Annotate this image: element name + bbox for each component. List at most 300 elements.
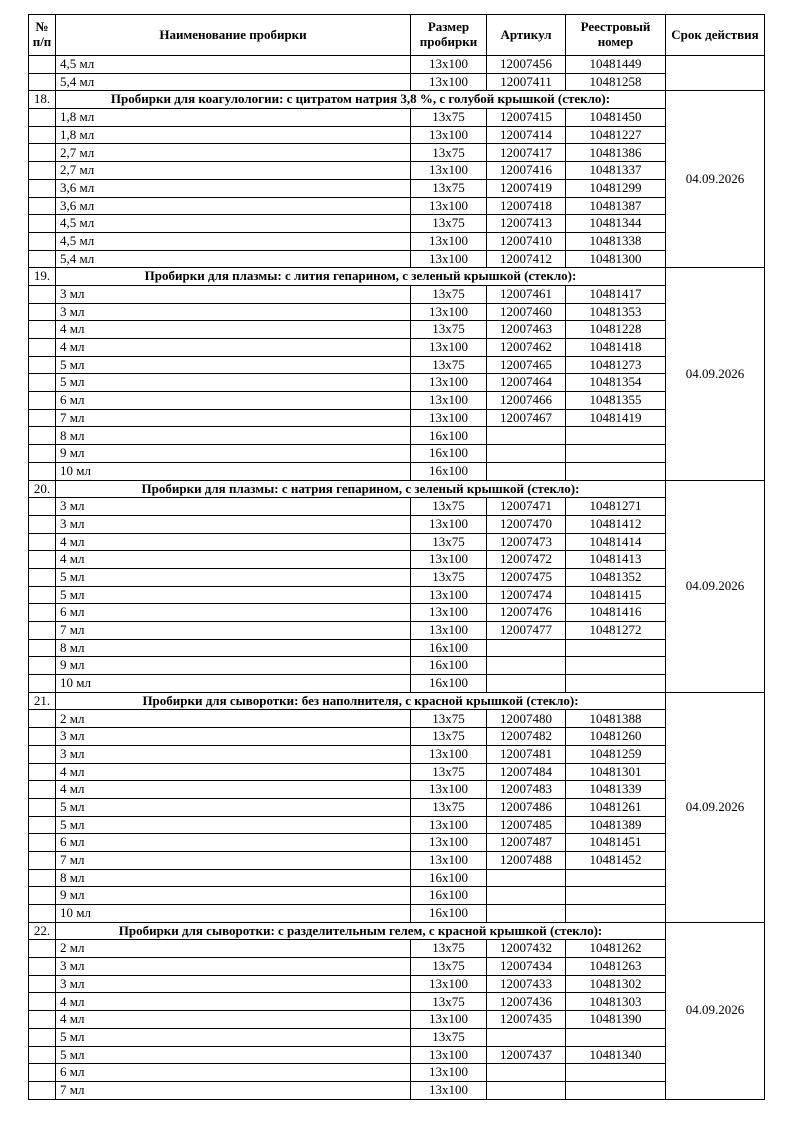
table-row bbox=[29, 162, 765, 180]
table-row bbox=[29, 285, 765, 303]
table-row bbox=[29, 975, 765, 993]
table-row bbox=[29, 392, 765, 410]
tube-size-cell: 13x100 bbox=[411, 126, 487, 144]
tube-name-cell: 7 мл bbox=[56, 1081, 411, 1099]
row-number-cell bbox=[29, 657, 56, 675]
reg-number-cell bbox=[566, 675, 666, 693]
row-number-cell bbox=[29, 851, 56, 869]
article-cell bbox=[487, 427, 566, 445]
table-row bbox=[29, 586, 765, 604]
section-number-cell: 22. bbox=[29, 922, 56, 940]
tube-name-cell: 4 мл bbox=[56, 533, 411, 551]
tube-name-cell: 4 мл bbox=[56, 339, 411, 357]
row-number-cell bbox=[29, 73, 56, 91]
article-cell: 12007483 bbox=[487, 781, 566, 799]
table-row bbox=[29, 781, 765, 799]
tube-name-cell: 7 мл bbox=[56, 622, 411, 640]
article-cell: 12007488 bbox=[487, 851, 566, 869]
reg-number-cell: 10481227 bbox=[566, 126, 666, 144]
article-cell: 12007465 bbox=[487, 356, 566, 374]
reg-number-cell bbox=[566, 1081, 666, 1099]
tube-name-cell: 4,5 мл bbox=[56, 215, 411, 233]
tube-size-cell: 13x100 bbox=[411, 392, 487, 410]
tube-name-cell: 3 мл bbox=[56, 515, 411, 533]
tube-name-cell: 10 мл bbox=[56, 675, 411, 693]
tube-size-cell: 13x100 bbox=[411, 1081, 487, 1099]
section-number-cell: 19. bbox=[29, 268, 56, 286]
row-number-cell bbox=[29, 816, 56, 834]
reg-number-cell: 10481412 bbox=[566, 515, 666, 533]
validity-cell: 04.09.2026 bbox=[666, 268, 765, 480]
reg-number-cell: 10481414 bbox=[566, 533, 666, 551]
row-number-cell bbox=[29, 356, 56, 374]
article-cell bbox=[487, 639, 566, 657]
row-number-cell bbox=[29, 869, 56, 887]
reg-number-cell: 10481417 bbox=[566, 285, 666, 303]
reg-number-cell: 10481452 bbox=[566, 851, 666, 869]
row-number-cell bbox=[29, 675, 56, 693]
reg-number-cell bbox=[566, 445, 666, 463]
table-row bbox=[29, 745, 765, 763]
row-number-cell bbox=[29, 958, 56, 976]
section-header-row bbox=[29, 922, 765, 940]
tube-name-cell: 6 мл bbox=[56, 604, 411, 622]
tube-size-cell: 13x100 bbox=[411, 56, 487, 74]
tube-name-cell: 3,6 мл bbox=[56, 179, 411, 197]
tube-size-cell: 13x75 bbox=[411, 958, 487, 976]
table-row bbox=[29, 568, 765, 586]
tube-name-cell: 2,7 мл bbox=[56, 162, 411, 180]
table-row bbox=[29, 533, 765, 551]
tube-size-cell: 13x75 bbox=[411, 285, 487, 303]
table-row bbox=[29, 303, 765, 321]
tube-name-cell: 2 мл bbox=[56, 710, 411, 728]
row-number-cell bbox=[29, 568, 56, 586]
table-row bbox=[29, 834, 765, 852]
tube-name-cell: 3 мл bbox=[56, 728, 411, 746]
row-number-cell bbox=[29, 498, 56, 516]
row-number-cell bbox=[29, 109, 56, 127]
article-cell: 12007472 bbox=[487, 551, 566, 569]
article-cell: 12007413 bbox=[487, 215, 566, 233]
reg-number-cell: 10481418 bbox=[566, 339, 666, 357]
reg-number-cell: 10481258 bbox=[566, 73, 666, 91]
table-row bbox=[29, 515, 765, 533]
article-cell: 12007436 bbox=[487, 993, 566, 1011]
row-number-cell bbox=[29, 515, 56, 533]
table-row bbox=[29, 675, 765, 693]
tube-size-cell: 13x100 bbox=[411, 250, 487, 268]
table-row bbox=[29, 250, 765, 268]
row-number-cell bbox=[29, 887, 56, 905]
reg-number-cell: 10481228 bbox=[566, 321, 666, 339]
tube-name-cell: 6 мл bbox=[56, 1064, 411, 1082]
table-row bbox=[29, 622, 765, 640]
header-validity: Срок действия bbox=[666, 15, 765, 56]
tube-name-cell: 7 мл bbox=[56, 851, 411, 869]
article-cell: 12007414 bbox=[487, 126, 566, 144]
tube-size-cell: 13x75 bbox=[411, 215, 487, 233]
validity-cell: 04.09.2026 bbox=[666, 692, 765, 922]
table-header bbox=[29, 15, 765, 56]
tube-size-cell: 13x75 bbox=[411, 728, 487, 746]
table-row bbox=[29, 356, 765, 374]
tube-size-cell: 16x100 bbox=[411, 445, 487, 463]
tube-name-cell: 5 мл bbox=[56, 356, 411, 374]
row-number-cell bbox=[29, 993, 56, 1011]
reg-number-cell: 10481355 bbox=[566, 392, 666, 410]
tube-name-cell: 5 мл bbox=[56, 1046, 411, 1064]
tube-size-cell: 13x100 bbox=[411, 1064, 487, 1082]
article-cell: 12007435 bbox=[487, 1011, 566, 1029]
tube-size-cell: 13x75 bbox=[411, 798, 487, 816]
tube-size-cell: 16x100 bbox=[411, 905, 487, 923]
reg-number-cell: 10481387 bbox=[566, 197, 666, 215]
tube-size-cell: 13x75 bbox=[411, 763, 487, 781]
table-row bbox=[29, 639, 765, 657]
tube-name-cell: 6 мл bbox=[56, 834, 411, 852]
article-cell bbox=[487, 1081, 566, 1099]
tube-name-cell: 4 мл bbox=[56, 763, 411, 781]
article-cell bbox=[487, 887, 566, 905]
reg-number-cell: 10481340 bbox=[566, 1046, 666, 1064]
tube-size-cell: 16x100 bbox=[411, 675, 487, 693]
article-cell: 12007482 bbox=[487, 728, 566, 746]
tube-name-cell: 4 мл bbox=[56, 1011, 411, 1029]
header-registry-number: Реестровый номер bbox=[566, 15, 666, 56]
table-row bbox=[29, 763, 765, 781]
row-number-cell bbox=[29, 144, 56, 162]
row-number-cell bbox=[29, 179, 56, 197]
row-number-cell bbox=[29, 781, 56, 799]
row-number-cell bbox=[29, 798, 56, 816]
reg-number-cell bbox=[566, 462, 666, 480]
tube-size-cell: 13x75 bbox=[411, 356, 487, 374]
tube-size-cell: 13x100 bbox=[411, 586, 487, 604]
reg-number-cell bbox=[566, 1028, 666, 1046]
section-title-cell: Пробирки для плазмы: с натрия гепарином, с зеленый крышкой (стекло): bbox=[56, 480, 666, 498]
article-cell: 12007418 bbox=[487, 197, 566, 215]
header-tube-size: Размер пробирки bbox=[411, 15, 487, 56]
reg-number-cell: 10481449 bbox=[566, 56, 666, 74]
tube-size-cell: 13x100 bbox=[411, 1011, 487, 1029]
section-title-cell: Пробирки для плазмы: с лития гепарином, с зеленый крышкой (стекло): bbox=[56, 268, 666, 286]
reg-number-cell: 10481262 bbox=[566, 940, 666, 958]
row-number-cell bbox=[29, 604, 56, 622]
tube-name-cell: 4 мл bbox=[56, 321, 411, 339]
tube-size-cell: 13x100 bbox=[411, 745, 487, 763]
row-number-cell bbox=[29, 215, 56, 233]
table-body bbox=[29, 56, 765, 1100]
tube-size-cell: 13x100 bbox=[411, 551, 487, 569]
table-row bbox=[29, 710, 765, 728]
table-row bbox=[29, 958, 765, 976]
tube-name-cell: 9 мл bbox=[56, 657, 411, 675]
validity-cell: 04.09.2026 bbox=[666, 922, 765, 1099]
tube-size-cell: 13x75 bbox=[411, 533, 487, 551]
tube-table bbox=[28, 14, 765, 1100]
table-row bbox=[29, 798, 765, 816]
table-row bbox=[29, 197, 765, 215]
table-row bbox=[29, 657, 765, 675]
article-cell: 12007456 bbox=[487, 56, 566, 74]
article-cell: 12007417 bbox=[487, 144, 566, 162]
table-row bbox=[29, 232, 765, 250]
reg-number-cell: 10481273 bbox=[566, 356, 666, 374]
row-number-cell bbox=[29, 56, 56, 74]
reg-number-cell: 10481413 bbox=[566, 551, 666, 569]
reg-number-cell bbox=[566, 869, 666, 887]
section-header-row bbox=[29, 268, 765, 286]
table-row bbox=[29, 321, 765, 339]
section-header-row bbox=[29, 480, 765, 498]
table-row bbox=[29, 179, 765, 197]
tube-size-cell: 13x100 bbox=[411, 1046, 487, 1064]
header-row bbox=[29, 15, 765, 56]
row-number-cell bbox=[29, 639, 56, 657]
tube-name-cell: 10 мл bbox=[56, 905, 411, 923]
article-cell: 12007477 bbox=[487, 622, 566, 640]
table-row bbox=[29, 374, 765, 392]
tube-name-cell: 5,4 мл bbox=[56, 250, 411, 268]
article-cell: 12007484 bbox=[487, 763, 566, 781]
section-header-row bbox=[29, 91, 765, 109]
reg-number-cell bbox=[566, 427, 666, 445]
row-number-cell bbox=[29, 1028, 56, 1046]
reg-number-cell: 10481388 bbox=[566, 710, 666, 728]
tube-size-cell: 13x100 bbox=[411, 851, 487, 869]
tube-name-cell: 2,7 мл bbox=[56, 144, 411, 162]
article-cell: 12007410 bbox=[487, 232, 566, 250]
tube-name-cell: 4 мл bbox=[56, 781, 411, 799]
tube-name-cell: 8 мл bbox=[56, 639, 411, 657]
row-number-cell bbox=[29, 586, 56, 604]
article-cell bbox=[487, 445, 566, 463]
table-row bbox=[29, 56, 765, 74]
row-number-cell bbox=[29, 250, 56, 268]
tube-size-cell: 16x100 bbox=[411, 639, 487, 657]
table-row bbox=[29, 1046, 765, 1064]
row-number-cell bbox=[29, 339, 56, 357]
reg-number-cell: 10481337 bbox=[566, 162, 666, 180]
tube-size-cell: 13x100 bbox=[411, 197, 487, 215]
reg-number-cell: 10481344 bbox=[566, 215, 666, 233]
article-cell: 12007432 bbox=[487, 940, 566, 958]
article-cell: 12007433 bbox=[487, 975, 566, 993]
tube-size-cell: 13x100 bbox=[411, 834, 487, 852]
article-cell: 12007474 bbox=[487, 586, 566, 604]
article-cell: 12007415 bbox=[487, 109, 566, 127]
article-cell bbox=[487, 1028, 566, 1046]
tube-size-cell: 13x75 bbox=[411, 710, 487, 728]
reg-number-cell: 10481302 bbox=[566, 975, 666, 993]
tube-name-cell: 5 мл bbox=[56, 816, 411, 834]
tube-name-cell: 5 мл bbox=[56, 374, 411, 392]
row-number-cell bbox=[29, 745, 56, 763]
article-cell: 12007416 bbox=[487, 162, 566, 180]
tube-size-cell: 16x100 bbox=[411, 869, 487, 887]
section-header-row bbox=[29, 692, 765, 710]
row-number-cell bbox=[29, 940, 56, 958]
table-row bbox=[29, 73, 765, 91]
reg-number-cell: 10481300 bbox=[566, 250, 666, 268]
table-row bbox=[29, 109, 765, 127]
article-cell bbox=[487, 905, 566, 923]
reg-number-cell: 10481338 bbox=[566, 232, 666, 250]
table-row bbox=[29, 1011, 765, 1029]
table-row bbox=[29, 445, 765, 463]
tube-name-cell: 3 мл bbox=[56, 285, 411, 303]
article-cell: 12007461 bbox=[487, 285, 566, 303]
article-cell: 12007486 bbox=[487, 798, 566, 816]
article-cell: 12007464 bbox=[487, 374, 566, 392]
reg-number-cell bbox=[566, 639, 666, 657]
article-cell bbox=[487, 869, 566, 887]
validity-cell: 04.09.2026 bbox=[666, 480, 765, 692]
table-row bbox=[29, 993, 765, 1011]
reg-number-cell: 10481301 bbox=[566, 763, 666, 781]
tube-name-cell: 3 мл bbox=[56, 303, 411, 321]
reg-number-cell: 10481259 bbox=[566, 745, 666, 763]
reg-number-cell: 10481272 bbox=[566, 622, 666, 640]
validity-cell bbox=[666, 56, 765, 91]
article-cell: 12007411 bbox=[487, 73, 566, 91]
reg-number-cell: 10481339 bbox=[566, 781, 666, 799]
row-number-cell bbox=[29, 551, 56, 569]
row-number-cell bbox=[29, 445, 56, 463]
reg-number-cell: 10481416 bbox=[566, 604, 666, 622]
tube-size-cell: 16x100 bbox=[411, 462, 487, 480]
tube-size-cell: 13x100 bbox=[411, 781, 487, 799]
table-row bbox=[29, 409, 765, 427]
article-cell: 12007463 bbox=[487, 321, 566, 339]
table-row bbox=[29, 816, 765, 834]
row-number-cell bbox=[29, 1046, 56, 1064]
article-cell: 12007473 bbox=[487, 533, 566, 551]
section-title-cell: Пробирки для сыворотки: без наполнителя, с красной крышкой (стекло): bbox=[56, 692, 666, 710]
tube-name-cell: 5 мл bbox=[56, 1028, 411, 1046]
article-cell bbox=[487, 462, 566, 480]
article-cell: 12007481 bbox=[487, 745, 566, 763]
tube-size-cell: 13x100 bbox=[411, 515, 487, 533]
tube-size-cell: 13x75 bbox=[411, 568, 487, 586]
row-number-cell bbox=[29, 303, 56, 321]
tube-size-cell: 13x100 bbox=[411, 816, 487, 834]
table-row bbox=[29, 604, 765, 622]
tube-name-cell: 3 мл bbox=[56, 745, 411, 763]
table-row bbox=[29, 728, 765, 746]
row-number-cell bbox=[29, 374, 56, 392]
row-number-cell bbox=[29, 975, 56, 993]
tube-size-cell: 13x100 bbox=[411, 73, 487, 91]
tube-name-cell: 2 мл bbox=[56, 940, 411, 958]
tube-size-cell: 13x100 bbox=[411, 622, 487, 640]
article-cell: 12007480 bbox=[487, 710, 566, 728]
row-number-cell bbox=[29, 905, 56, 923]
reg-number-cell: 10481263 bbox=[566, 958, 666, 976]
tube-name-cell: 1,8 мл bbox=[56, 126, 411, 144]
reg-number-cell: 10481271 bbox=[566, 498, 666, 516]
tube-size-cell: 13x75 bbox=[411, 179, 487, 197]
article-cell: 12007485 bbox=[487, 816, 566, 834]
row-number-cell bbox=[29, 763, 56, 781]
article-cell: 12007460 bbox=[487, 303, 566, 321]
row-number-cell bbox=[29, 285, 56, 303]
row-number-cell bbox=[29, 126, 56, 144]
reg-number-cell: 10481354 bbox=[566, 374, 666, 392]
tube-size-cell: 13x75 bbox=[411, 144, 487, 162]
tube-name-cell: 3 мл bbox=[56, 498, 411, 516]
row-number-cell bbox=[29, 462, 56, 480]
tube-name-cell: 5,4 мл bbox=[56, 73, 411, 91]
section-number-cell: 21. bbox=[29, 692, 56, 710]
row-number-cell bbox=[29, 162, 56, 180]
reg-number-cell: 10481386 bbox=[566, 144, 666, 162]
reg-number-cell: 10481415 bbox=[566, 586, 666, 604]
reg-number-cell: 10481353 bbox=[566, 303, 666, 321]
tube-name-cell: 1,8 мл bbox=[56, 109, 411, 127]
reg-number-cell: 10481419 bbox=[566, 409, 666, 427]
table-row bbox=[29, 462, 765, 480]
row-number-cell bbox=[29, 533, 56, 551]
reg-number-cell: 10481261 bbox=[566, 798, 666, 816]
reg-number-cell: 10481352 bbox=[566, 568, 666, 586]
article-cell: 12007466 bbox=[487, 392, 566, 410]
tube-size-cell: 13x75 bbox=[411, 1028, 487, 1046]
tube-name-cell: 5 мл bbox=[56, 798, 411, 816]
section-title-cell: Пробирки для сыворотки: с разделительным гелем, с красной крышкой (стекло): bbox=[56, 922, 666, 940]
tube-name-cell: 4,5 мл bbox=[56, 232, 411, 250]
article-cell: 12007419 bbox=[487, 179, 566, 197]
article-cell: 12007470 bbox=[487, 515, 566, 533]
tube-size-cell: 13x100 bbox=[411, 374, 487, 392]
table-row bbox=[29, 339, 765, 357]
tube-size-cell: 16x100 bbox=[411, 657, 487, 675]
table-row bbox=[29, 1028, 765, 1046]
tube-name-cell: 3 мл bbox=[56, 975, 411, 993]
tube-name-cell: 3,6 мл bbox=[56, 197, 411, 215]
table-row bbox=[29, 144, 765, 162]
article-cell: 12007487 bbox=[487, 834, 566, 852]
reg-number-cell bbox=[566, 887, 666, 905]
tube-name-cell: 10 мл bbox=[56, 462, 411, 480]
header-tube-name: Наименование пробирки bbox=[56, 15, 411, 56]
tube-size-cell: 13x75 bbox=[411, 940, 487, 958]
table-row bbox=[29, 869, 765, 887]
header-row-number: № п/п bbox=[29, 15, 56, 56]
reg-number-cell: 10481303 bbox=[566, 993, 666, 1011]
tube-name-cell: 6 мл bbox=[56, 392, 411, 410]
article-cell bbox=[487, 1064, 566, 1082]
row-number-cell bbox=[29, 728, 56, 746]
table-row bbox=[29, 1081, 765, 1099]
section-title-cell: Пробирки для коагулологии: с цитратом натрия 3,8 %, с голубой крышкой (стекло): bbox=[56, 91, 666, 109]
table-row bbox=[29, 551, 765, 569]
tube-size-cell: 13x75 bbox=[411, 498, 487, 516]
row-number-cell bbox=[29, 232, 56, 250]
tube-name-cell: 7 мл bbox=[56, 409, 411, 427]
tube-size-cell: 13x100 bbox=[411, 975, 487, 993]
row-number-cell bbox=[29, 710, 56, 728]
header-article: Артикул bbox=[487, 15, 566, 56]
tube-size-cell: 13x75 bbox=[411, 321, 487, 339]
article-cell: 12007462 bbox=[487, 339, 566, 357]
tube-size-cell: 16x100 bbox=[411, 427, 487, 445]
table-row bbox=[29, 215, 765, 233]
table-row bbox=[29, 1064, 765, 1082]
tube-size-cell: 13x100 bbox=[411, 303, 487, 321]
row-number-cell bbox=[29, 622, 56, 640]
